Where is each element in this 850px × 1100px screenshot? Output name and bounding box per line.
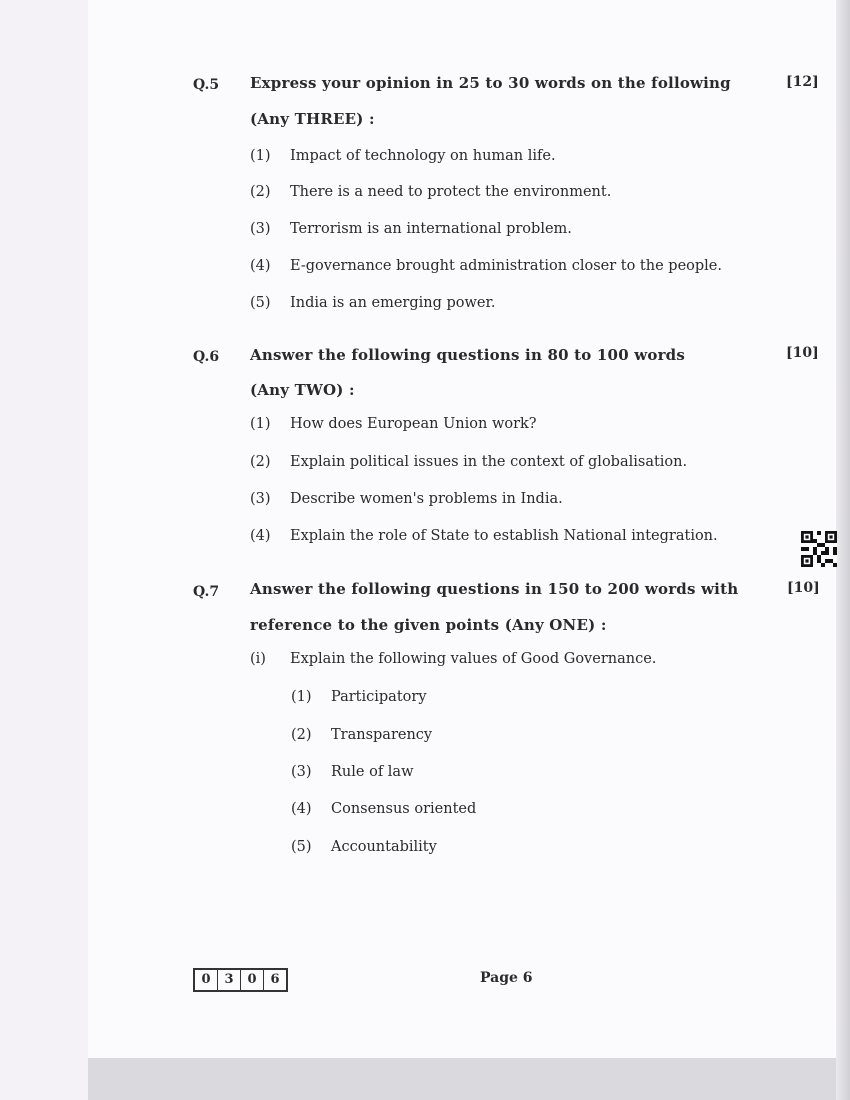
q7-subitem-1 <box>291 689 427 705</box>
q5-item-4-text: E-governance brought administration closer to the people. <box>290 258 722 274</box>
q6-item-1-text: How does European Union work? <box>290 416 537 432</box>
q6-item-2-text: Explain political issues in the context of globalisation. <box>290 454 688 470</box>
q5-item-1 <box>250 148 556 164</box>
q7-item-i-text: Explain the following values of Good Governance. <box>290 651 657 667</box>
q7-subitem-4-num: (4) <box>291 801 312 817</box>
q5-item-4 <box>250 258 722 274</box>
q7-item-i-num: (i) <box>250 651 266 667</box>
q6-item-2 <box>250 454 687 470</box>
q5-item-3 <box>250 221 572 237</box>
q6-item-1-num: (1) <box>250 416 271 432</box>
q5-item-2-num: (2) <box>250 184 271 200</box>
q7-subitem-3 <box>291 764 413 780</box>
q5-item-4-num: (4) <box>250 258 271 274</box>
q6-marks: [10] <box>786 345 819 361</box>
q7-number: Q.7 <box>193 584 220 600</box>
q5-item-3-num: (3) <box>250 221 271 237</box>
q6-item-4 <box>250 528 718 544</box>
q6-title-line2: (Any TWO) : <box>250 381 355 399</box>
q6-number: Q.6 <box>193 349 220 365</box>
q5-item-1-text: Impact of technology on human life. <box>290 148 556 164</box>
q5-item-1-num: (1) <box>250 148 271 164</box>
q5-item-5 <box>250 295 495 311</box>
q5-item-5-text: India is an emerging power. <box>290 295 496 311</box>
q7-subitem-5-text: Accountability <box>331 839 437 855</box>
q6-item-2-num: (2) <box>250 454 271 470</box>
q7-marks: [10] <box>787 580 820 596</box>
q5-item-2 <box>250 184 611 200</box>
q6-item-3-num: (3) <box>250 491 271 507</box>
q5-title-line2: (Any THREE) : <box>250 110 375 128</box>
q7-subitem-2-text: Transparency <box>331 727 433 743</box>
code-digit-3: 0 <box>241 970 264 990</box>
q5-item-2-text: There is a need to protect the environment. <box>290 184 612 200</box>
q7-subitem-2-num: (2) <box>291 727 312 743</box>
q7-item-i <box>250 651 656 667</box>
scan-edge-bottom <box>88 1058 850 1100</box>
q7-subitem-1-text: Participatory <box>331 689 427 705</box>
qr-code-icon <box>801 531 837 567</box>
code-digit-2: 3 <box>218 970 241 990</box>
q6-item-4-num: (4) <box>250 528 271 544</box>
q5-title-line1: Express your opinion in 25 to 30 words on the following <box>250 74 731 92</box>
q7-subitem-5-num: (5) <box>291 839 312 855</box>
q5-item-5-num: (5) <box>250 295 271 311</box>
q5-number: Q.5 <box>193 77 220 93</box>
q7-subitem-3-num: (3) <box>291 764 312 780</box>
q7-title-line2: reference to the given points (Any ONE) : <box>250 616 607 634</box>
q6-item-1 <box>250 416 537 432</box>
q6-title-line1: Answer the following questions in 80 to 100 words <box>250 346 686 364</box>
code-digit-1: 0 <box>195 970 218 990</box>
q7-title-line1: Answer the following questions in 150 to 200 words with <box>250 580 739 598</box>
scan-edge-right <box>836 0 850 1100</box>
q7-subitem-2 <box>291 727 432 743</box>
page-number: Page 6 <box>480 970 533 986</box>
q7-subitem-1-num: (1) <box>291 689 312 705</box>
q7-subitem-4 <box>291 801 476 817</box>
q5-item-3-text: Terrorism is an international problem. <box>290 221 572 237</box>
q7-subitem-3-text: Rule of law <box>331 764 414 780</box>
q7-subitem-4-text: Consensus oriented <box>331 801 477 817</box>
q6-item-4-text: Explain the role of State to establish National integration. <box>290 528 718 544</box>
q5-marks: [12] <box>786 74 819 90</box>
q6-item-3 <box>250 491 563 507</box>
paper-code-box <box>193 968 288 992</box>
code-digit-4: 6 <box>270 972 280 987</box>
q6-item-3-text: Describe women's problems in India. <box>290 491 563 507</box>
q7-subitem-5 <box>291 839 437 855</box>
